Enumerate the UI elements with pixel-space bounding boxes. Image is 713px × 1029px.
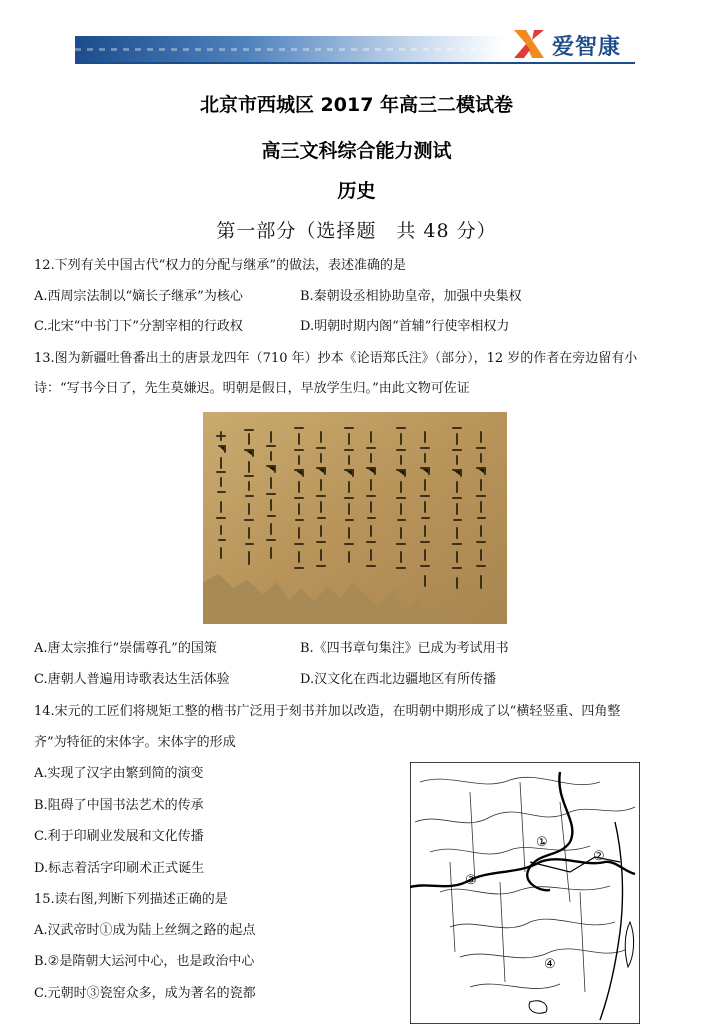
- subject-title: 高三文科综合能力测试: [261, 140, 452, 162]
- q14-option-d: D.标志着活字印刷术正式诞生: [34, 861, 205, 876]
- china-map: [410, 762, 640, 1024]
- q15-option-b: B.②是隋朝大运河中心，也是政治中心: [34, 954, 255, 969]
- q13-option-b: B.《四书章句集注》已成为考试用书: [300, 641, 509, 656]
- q15-stem: 15.读右图,判断下列描述正确的是: [34, 892, 228, 907]
- q13-option-a: A.唐太宗推行“崇儒尊孔”的国策: [34, 641, 217, 656]
- section-heading: 第一部分（选择题 共 48 分）: [216, 220, 497, 242]
- history-title: 历史: [337, 180, 376, 202]
- map-label-1: ①: [536, 835, 548, 850]
- q14-stem-line2: 齐”为特征的宋体字。宋体字的形成: [34, 735, 236, 750]
- q12-option-d: D.明朝时期内阁“首辅”行使宰相权力: [300, 319, 510, 334]
- brand-logo: [512, 28, 642, 60]
- q13-option-d: D.汉文化在西北边疆地区有所传播: [300, 672, 497, 687]
- q12-option-c: C.北宋“中书门下”分割宰相的行政权: [34, 319, 243, 334]
- q12-stem: 12.下列有关中国古代“权力的分配与继承”的做法，表述准确的是: [34, 258, 406, 273]
- q15-option-c: C.元朝时③瓷窑众多，成为著名的瓷都: [34, 986, 256, 1001]
- q15-option-a: A.汉武帝时①成为陆上丝绸之路的起点: [34, 923, 256, 938]
- q14-option-b: B.阻碍了中国书法艺术的传承: [34, 798, 204, 813]
- q14-stem-line1: 14.宋元的工匠们将规矩工整的楷书广泛用于刻书并加以改造，在明朝中期形成了以“横轻竖重、四角整: [34, 704, 621, 719]
- map-label-3: ③: [465, 873, 477, 888]
- q12-option-a: A.西周宗法制以“嫡长子继承”为核心: [34, 289, 243, 304]
- brand-logo-text: 爱智康: [552, 35, 622, 60]
- header-banner: [75, 36, 505, 62]
- q14-option-c: C.利于印刷业发展和文化传播: [34, 829, 204, 844]
- q13-stem-line1: 13.图为新疆吐鲁番出土的唐景龙四年（710 年）抄本《论语郑氏注》（部分），12 岁的作者在旁边留有小: [34, 351, 638, 366]
- q13-stem-line2: 诗：“写书今日了，先生莫嫌迟。明朝是假日，早放学生归。”由此文物可佐证: [34, 381, 470, 396]
- q13-option-c: C.唐朝人普遍用诗歌表达生活体验: [34, 672, 230, 687]
- map-label-2: ②: [593, 849, 605, 864]
- map-label-4: ④: [544, 957, 556, 972]
- exam-title: 北京市西城区 2017 年高三二模试卷: [199, 94, 514, 116]
- q14-option-a: A.实现了汉字由繁到简的演变: [34, 766, 204, 781]
- brand-logo-icon: [512, 28, 548, 60]
- q12-option-b: B.秦朝设丞相协助皇帝，加强中央集权: [300, 289, 522, 304]
- ancient-manuscript-photo: [203, 412, 507, 624]
- header-rule: [75, 62, 635, 64]
